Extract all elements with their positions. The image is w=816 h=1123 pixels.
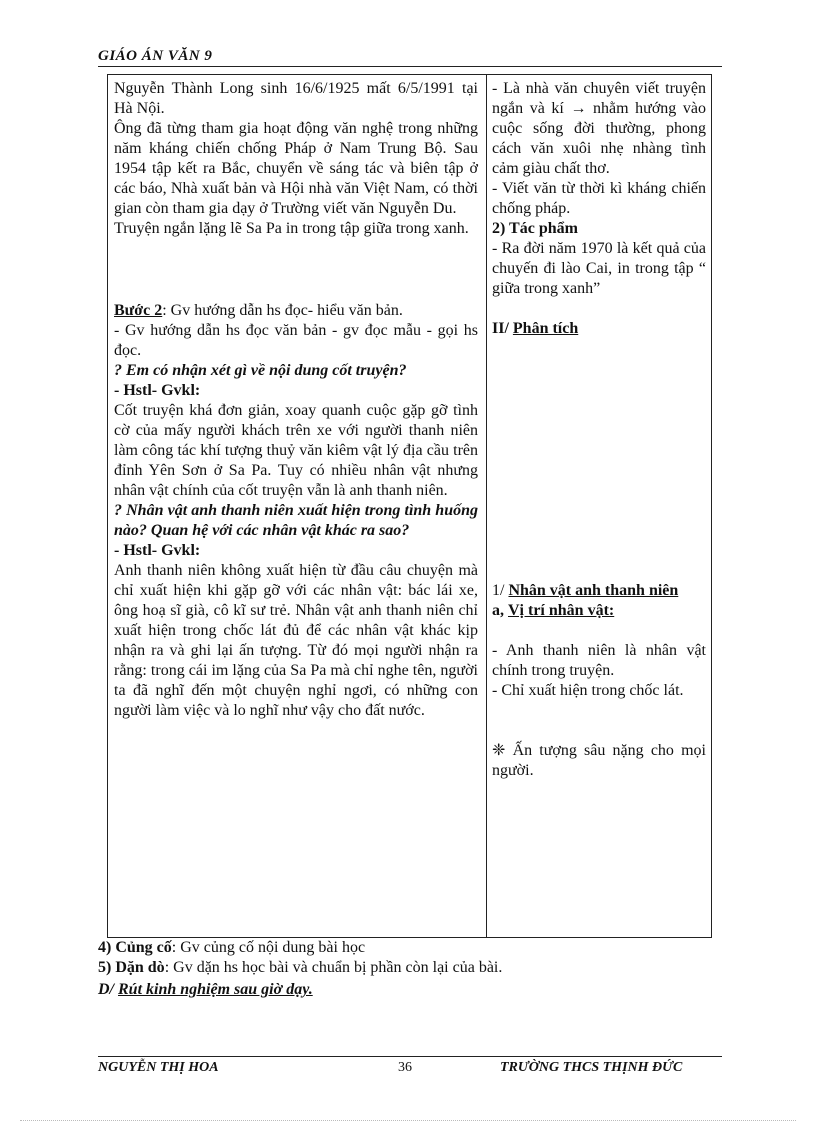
main-character-note: - Anh thanh niên là nhân vật chính trong truyện. (492, 642, 706, 679)
footer-divider (98, 1056, 722, 1057)
impression-note: ❈ Ấn tượng sâu nặng cho mọi người. (492, 742, 706, 779)
work-info: - Ra đời năm 1970 là kết quả của chuyến đi lào Cai, in trong tập “ giữa trong xanh” (492, 240, 706, 297)
homework-text: : Gv dặn hs học bài và chuẩn bị phần còn lại của bài. (164, 959, 503, 976)
step-2 (114, 301, 478, 321)
answer-label-2: - Hstl- Gvkl: (114, 542, 201, 559)
consolidation-text: : Gv củng cố nội dung bài học (171, 939, 366, 956)
character-num: 1/ (492, 582, 505, 599)
reflection-line (98, 980, 313, 1000)
answer-1: Cốt truyện khá đơn giản, xoay quanh cuộc gặp gỡ tình cờ của mấy người khách trên xe với người thanh niên làm công tác khí tượng thuỷ văn kiêm vật lý địa cầu trên đỉnh Yên Sơn ở Sa Pa. Tuy có nhiều nhân vật nhưng nhân vật chính của cốt truyện vẫn là anh thanh niên. (114, 402, 478, 499)
position-heading (492, 601, 706, 621)
header-title: GIÁO ÁN VĂN 9 (98, 48, 213, 64)
position-title: Vị trí nhân vật: (508, 602, 615, 619)
analysis-num: II/ (492, 320, 509, 337)
author-style-b: nhằm hướng vào cuộc sống đời thường, phong cách văn xuôi nhẹ nhàng tình cảm giàu chất thơ. (492, 100, 706, 177)
arrow-icon: → (570, 100, 587, 117)
step-2-label: Bước 2 (114, 302, 163, 319)
left-column (114, 79, 478, 721)
reflection-label: D/ (98, 981, 114, 998)
question-1: ? Em có nhận xét gì về nội dung cốt truyện? (114, 362, 407, 379)
brief-appearance-note: - Chỉ xuất hiện trong chốc lát. (492, 682, 684, 699)
answer-label-1: - Hstl- Gvkl: (114, 382, 201, 399)
lesson-table (107, 74, 712, 938)
answer-2: Anh thanh niên không xuất hiện từ đầu câu chuyện mà chỉ xuất hiện khi gặp gỡ với các nhân vật: bác lái xe, ông hoạ sĩ già, cô kĩ sư trẻ. Nhân vật anh thanh niên chỉ xuất hiện trong chốc lát đủ để các nhân vật khác kịp nhận ra và ghi lại ấn tượng. Từ đó mọi người nhận ra rằng: trong cái im lặng của Sa Pa mà chỉ nghe tên, người ta đã nghĩ đến một chuyện nghỉ ngơi, có những con người làm việc và lo nghĩ như vậy cho đất nước. (114, 562, 478, 719)
author-bio: Nguyễn Thành Long sinh 16/6/1925 mất 6/5/1991 tại Hà Nội. (114, 80, 478, 117)
work-heading: 2) Tác phẩm (492, 220, 578, 237)
homework-label: 5) Dặn dò (98, 959, 165, 976)
position-num: a, (492, 602, 504, 619)
author-style-a: - Là nhà văn chuyên viết truyện ngắn và kí (492, 80, 706, 117)
read-guide: - Gv hướng dẫn hs đọc văn bản - gv đọc mẫu - gọi hs đọc. (114, 322, 478, 359)
footer-school: TRƯỜNG THCS THỊNH ĐỨC (500, 1060, 683, 1075)
analysis-heading (492, 319, 706, 339)
reflection-text: Rút kinh nghiệm sau giờ dạy. (118, 981, 313, 998)
consolidation-label: 4) Củng cố (98, 939, 172, 956)
question-2: ? Nhân vật anh thanh niên xuất hiện trong tình huống nào? Quan hệ với các nhân vật khác ra sao? (114, 502, 478, 539)
consolidation-line (98, 938, 365, 958)
character-title: Nhân vật anh thanh niên (508, 582, 679, 599)
author-career: Ông đã từng tham gia hoạt động văn nghệ trong những năm kháng chiến chống Pháp ở Nam Trung Bộ. Sau 1954 tập kết ra Bắc, chuyển về sáng tác và biên tập ở các báo, Nhà xuất bản và Hội nhà văn Việt Nam, có thời gian còn tham gia dạy ở Trường viết văn Nguyễn Du. (114, 120, 478, 217)
analysis-title: Phân tích (512, 320, 579, 337)
column-divider (486, 75, 487, 937)
page-number: 36 (398, 1060, 412, 1075)
footer-author: NGUYỄN THỊ HOA (98, 1060, 219, 1075)
author-period: - Viết văn từ thời kì kháng chiến chống pháp. (492, 180, 706, 217)
author-style (492, 79, 706, 179)
work-note: Truyện ngắn lặng lẽ Sa Pa in trong tập giữa trong xanh. (114, 220, 469, 237)
step-2-text: : Gv hướng dẫn hs đọc- hiểu văn bản. (162, 302, 403, 319)
homework-line (98, 958, 502, 978)
character-heading (492, 581, 706, 601)
right-column (492, 79, 706, 781)
page-edge (20, 1120, 796, 1121)
header-divider (98, 66, 722, 67)
